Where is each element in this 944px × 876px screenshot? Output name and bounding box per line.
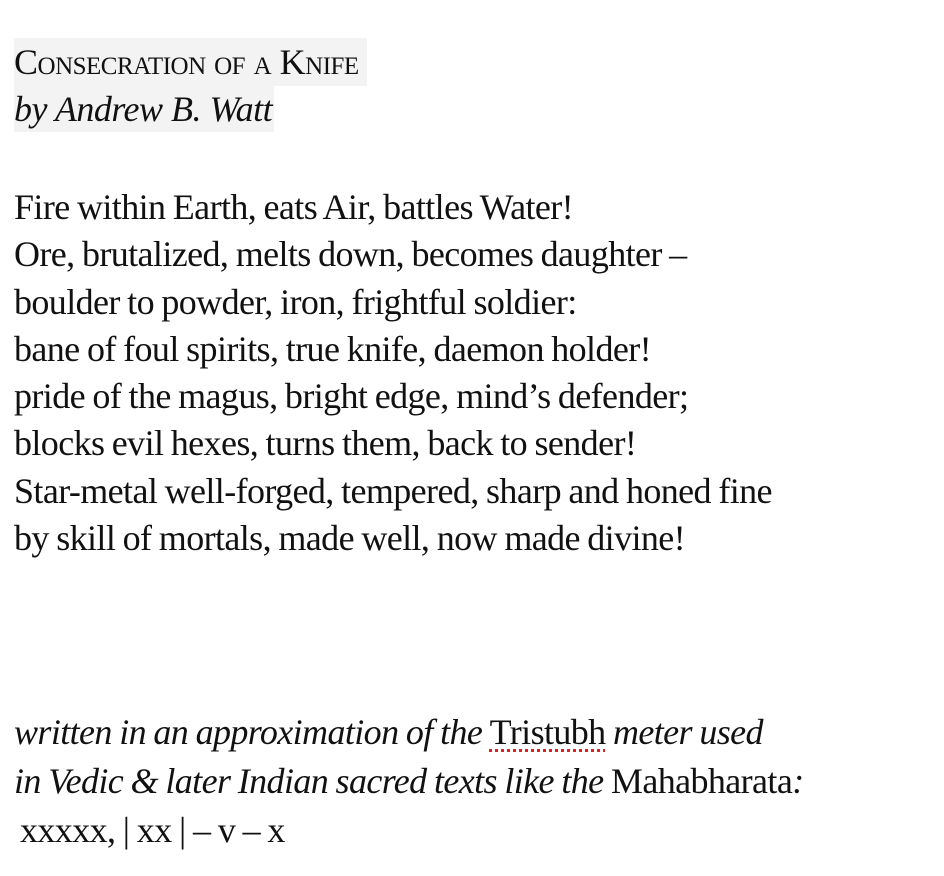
poem-body xyxy=(14,184,772,562)
title-block xyxy=(14,38,367,132)
note-line-1 xyxy=(14,708,804,757)
meter-pattern: xxxxx, | xx | – v – x xyxy=(20,810,285,850)
note-text: in Vedic & later Indian sacred texts like the xyxy=(14,761,611,801)
poem-line: Fire within Earth, eats Air, battles Water! xyxy=(14,187,574,227)
note-text: written in an approximation of the xyxy=(14,712,490,752)
note-line-2 xyxy=(14,757,804,806)
poem-line: bane of foul spirits, true knife, daemon holder! xyxy=(14,328,652,369)
work-title: Mahabharata xyxy=(610,761,793,801)
note-text: : xyxy=(792,761,804,801)
poem-byline: by Andrew B. Watt xyxy=(14,86,274,132)
poem-line: Ore, brutalized, melts down, becomes daughter – xyxy=(14,234,687,275)
poem-line: pride of the magus, bright edge, mind’s defender; xyxy=(14,376,689,417)
poem-title: Consecration of a Knife xyxy=(14,38,367,86)
poem-line: Star-metal well-forged, tempered, sharp and honed fine xyxy=(14,470,772,511)
meter-note xyxy=(14,708,804,855)
poem-line: blocks evil hexes, turns them, back to sender! xyxy=(14,423,637,464)
spellcheck-word[interactable]: Tristubh xyxy=(489,712,606,752)
note-text: meter used xyxy=(605,712,763,752)
poem-line: boulder to powder, iron, frightful soldier: xyxy=(14,281,577,322)
poem-line: by skill of mortals, made well, now made divine! xyxy=(14,518,686,559)
